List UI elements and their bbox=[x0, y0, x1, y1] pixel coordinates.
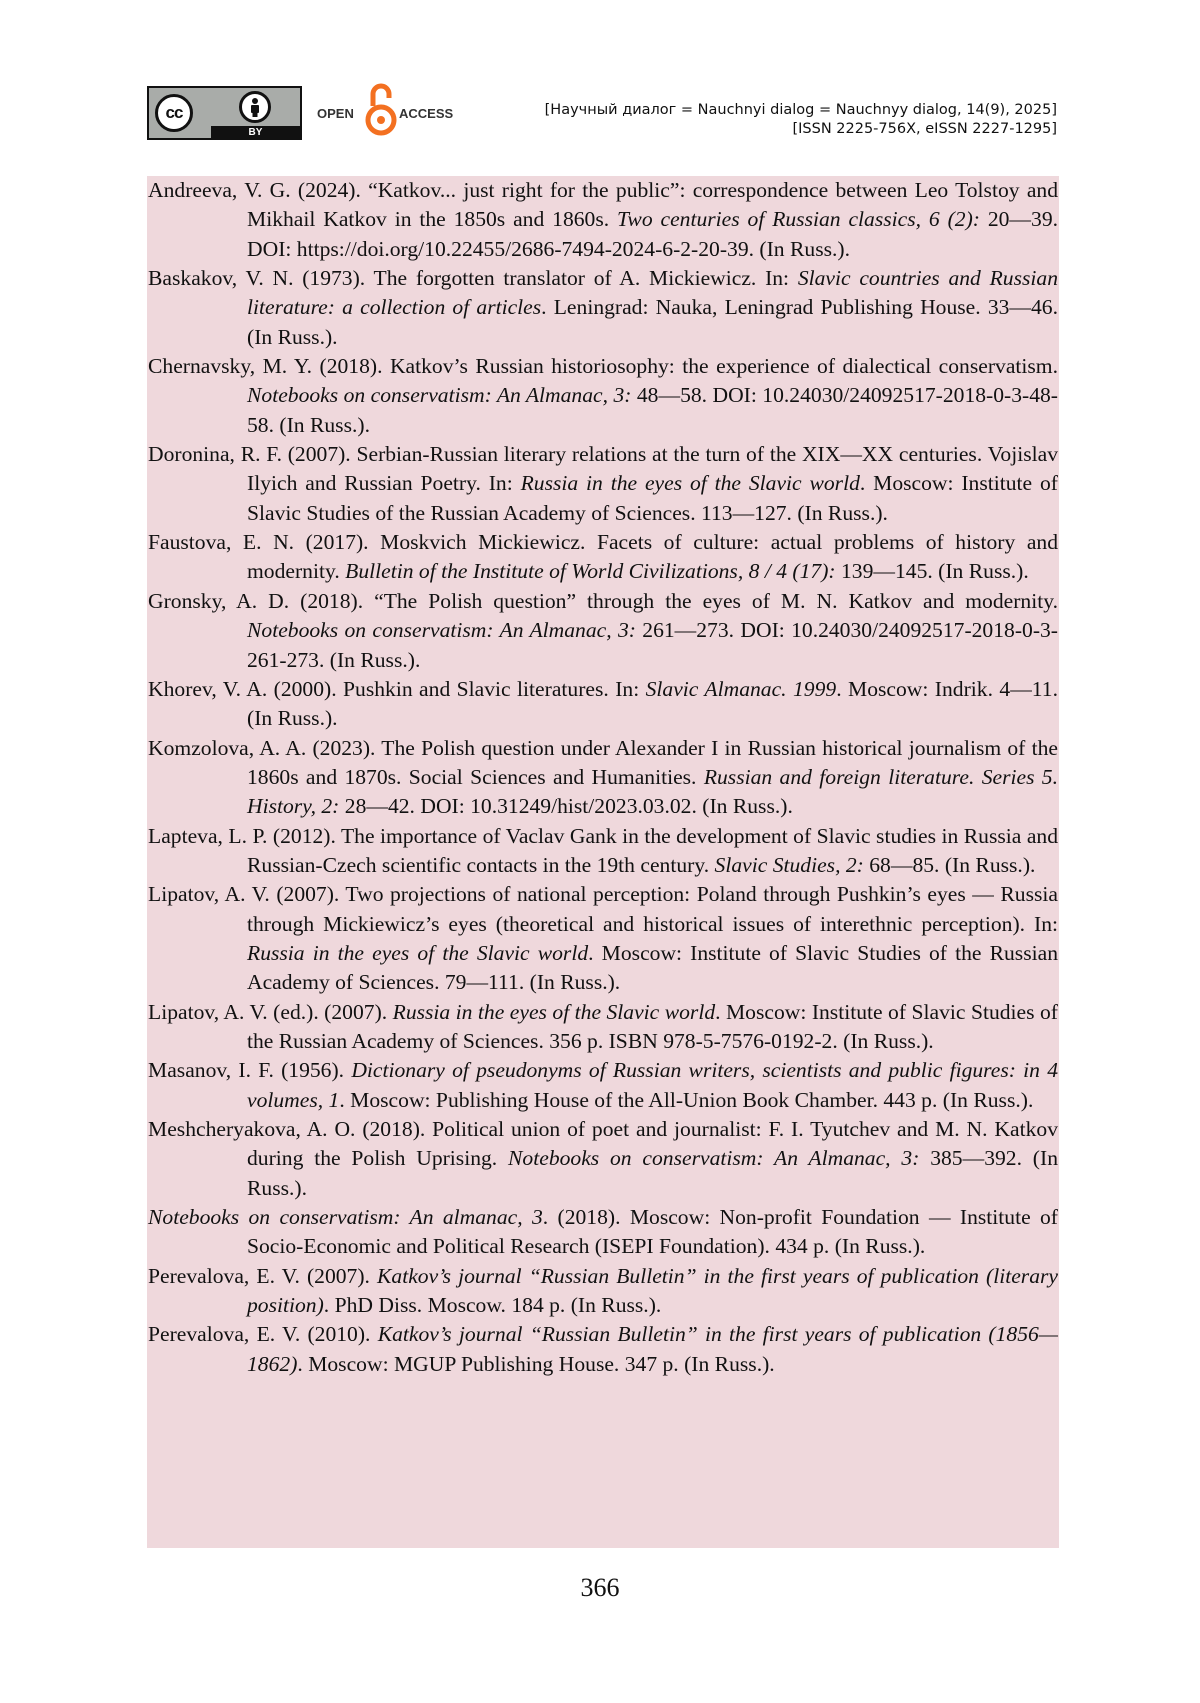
by-label: BY bbox=[248, 127, 263, 138]
references-list bbox=[147, 176, 1059, 1548]
journal-title-line: [Научный диалог = Nauchnyi dialog = Nauchnyy dialog, 14(9), 2025] bbox=[544, 102, 1057, 118]
open-access-open-text: OPEN bbox=[317, 106, 354, 121]
journal-issn-line: [ISSN 2225-756X, eISSN 2227-1295] bbox=[792, 121, 1057, 137]
page-header bbox=[147, 84, 1057, 146]
reference-entry: Doronina, R. F. (2007). Serbian-Russian literary relations at the turn of the XIX—XX centuries. Vojislav Ilyich and Russian Poetry. In: Russia in the eyes of the Slavic world. Moscow: Institute of Slavic Studies of the Russian Academy of Sciences. 113—127. (In Russ.). bbox=[148, 442, 1058, 525]
reference-entry: Chernavsky, M. Y. (2018). Katkov’s Russian historiosophy: the experience of dialectical conservatism. Notebooks on conservatism: An Almanac, 3: 48—58. DOI: 10.24030/24092517-2018-0-3-48-58. (In Russ.). bbox=[148, 354, 1058, 437]
journal-citation bbox=[545, 101, 1057, 139]
reference-entry: Khorev, V. A. (2000). Pushkin and Slavic literatures. In: Slavic Almanac. 1999. Moscow: Indrik. 4—11. (In Russ.). bbox=[148, 676, 1058, 731]
open-access-lock-icon bbox=[365, 82, 397, 140]
reference-entry: Perevalova, E. V. (2010). Katkov’s journal “Russian Bulletin” in the first years of publication (1856—1862). Moscow: MGUP Publishing House. 347 p. (In Russ.). bbox=[148, 1322, 1058, 1376]
reference-entry: Perevalova, E. V. (2007). Katkov’s journal “Russian Bulletin” in the first years of publication (literary position). PhD Diss. Moscow. 184 p. (In Russ.). bbox=[148, 1263, 1058, 1318]
cc-by-license-badge[interactable] bbox=[147, 86, 302, 140]
reference-entry: Notebooks on conservatism: An almanac, 3. (2018). Moscow: Non-profit Foundation — Institute of Socio-Economic and Political Research (ISEPI Foundation). 434 p. (In Russ.). bbox=[148, 1205, 1058, 1259]
open-access-access-text: ACCESS bbox=[399, 106, 454, 121]
reference-entry: Lapteva, L. P. (2012). The importance of Vaclav Gank in the development of Slavic studies in Russia and Russian-Czech scientific contacts in the 19th century. Slavic Studies, 2: 68—85. (In Russ.). bbox=[148, 823, 1058, 877]
reference-entry: Baskakov, V. N. (1973). The forgotten translator of A. Mickiewicz. In: Slavic countries and Russian literature: a collection of articles. Leningrad: Nauka, Leningrad Publishing House. 33—46. (In Russ.). bbox=[148, 266, 1058, 349]
reference-entry: Lipatov, A. V. (2007). Two projections of national perception: Poland through Pushkin’s eyes — Russia through Mickiewicz’s eyes (theoretical and historical issues of interethnic perception). In: Russia in the eyes of the Slavic world. Moscow: Institute of Slavic Studies of the Russian Academy of Sciences. 79—111. (In Russ.). bbox=[148, 882, 1058, 995]
reference-entry: Masanov, I. F. (1956). Dictionary of pseudonyms of Russian writers, scientists and public figures: in 4 volumes, 1. Moscow: Publishing House of the All-Union Book Chamber. 443 p. (In Russ.). bbox=[148, 1058, 1058, 1112]
reference-entry: Meshcheryakova, A. O. (2018). Political union of poet and journalist: F. I. Tyutchev and M. N. Katkov during the Polish Uprising. Notebooks on conservatism: An Almanac, 3: 385—392. (In Russ.). bbox=[148, 1117, 1058, 1200]
open-access-logo[interactable] bbox=[317, 84, 467, 142]
reference-entry: Gronsky, A. D. (2018). “The Polish question” through the eyes of M. N. Katkov and modernity. Notebooks on conservatism: An Almanac, 3: 261—273. DOI: 10.24030/24092517-2018-0-3-261-273. (In Russ.). bbox=[148, 588, 1058, 672]
reference-entry: Lipatov, A. V. (ed.). (2007). Russia in the eyes of the Slavic world. Moscow: Institute of Slavic Studies of the Russian Academy of Sciences. 356 p. ISBN 978-5-7576-0192-2. (In Russ.). bbox=[148, 999, 1058, 1053]
reference-entry: Andreeva, V. G. (2024). “Katkov... just right for the public”: correspondence between Leo Tolstoy and Mikhail Katkov in the 1850s and 1860s. Two centuries of Russian classics, 6 (2): 20—39. DOI: https://doi.org/10.22455/2686-7494-2024-6-2-20-39. (In Russ.). bbox=[148, 178, 1059, 261]
cc-text: cc bbox=[165, 103, 183, 122]
reference-entry: Faustova, E. N. (2017). Moskvich Mickiewicz. Facets of culture: actual problems of history and modernity. Bulletin of the Institute of World Civilizations, 8 / 4 (17): 139—145. (In Russ.). bbox=[148, 530, 1058, 584]
page-number: 366 bbox=[580, 1573, 620, 1602]
creative-commons-icon bbox=[155, 94, 193, 132]
attribution-person-icon bbox=[239, 91, 271, 123]
reference-entry: Komzolova, A. A. (2023). The Polish question under Alexander I in Russian historical journalism of the 1860s and 1870s. Social Sciences and Humanities. Russian and foreign literature. Series 5. History, 2: 28—42. DOI: 10.31249/hist/2023.03.02. (In Russ.). bbox=[148, 735, 1059, 819]
